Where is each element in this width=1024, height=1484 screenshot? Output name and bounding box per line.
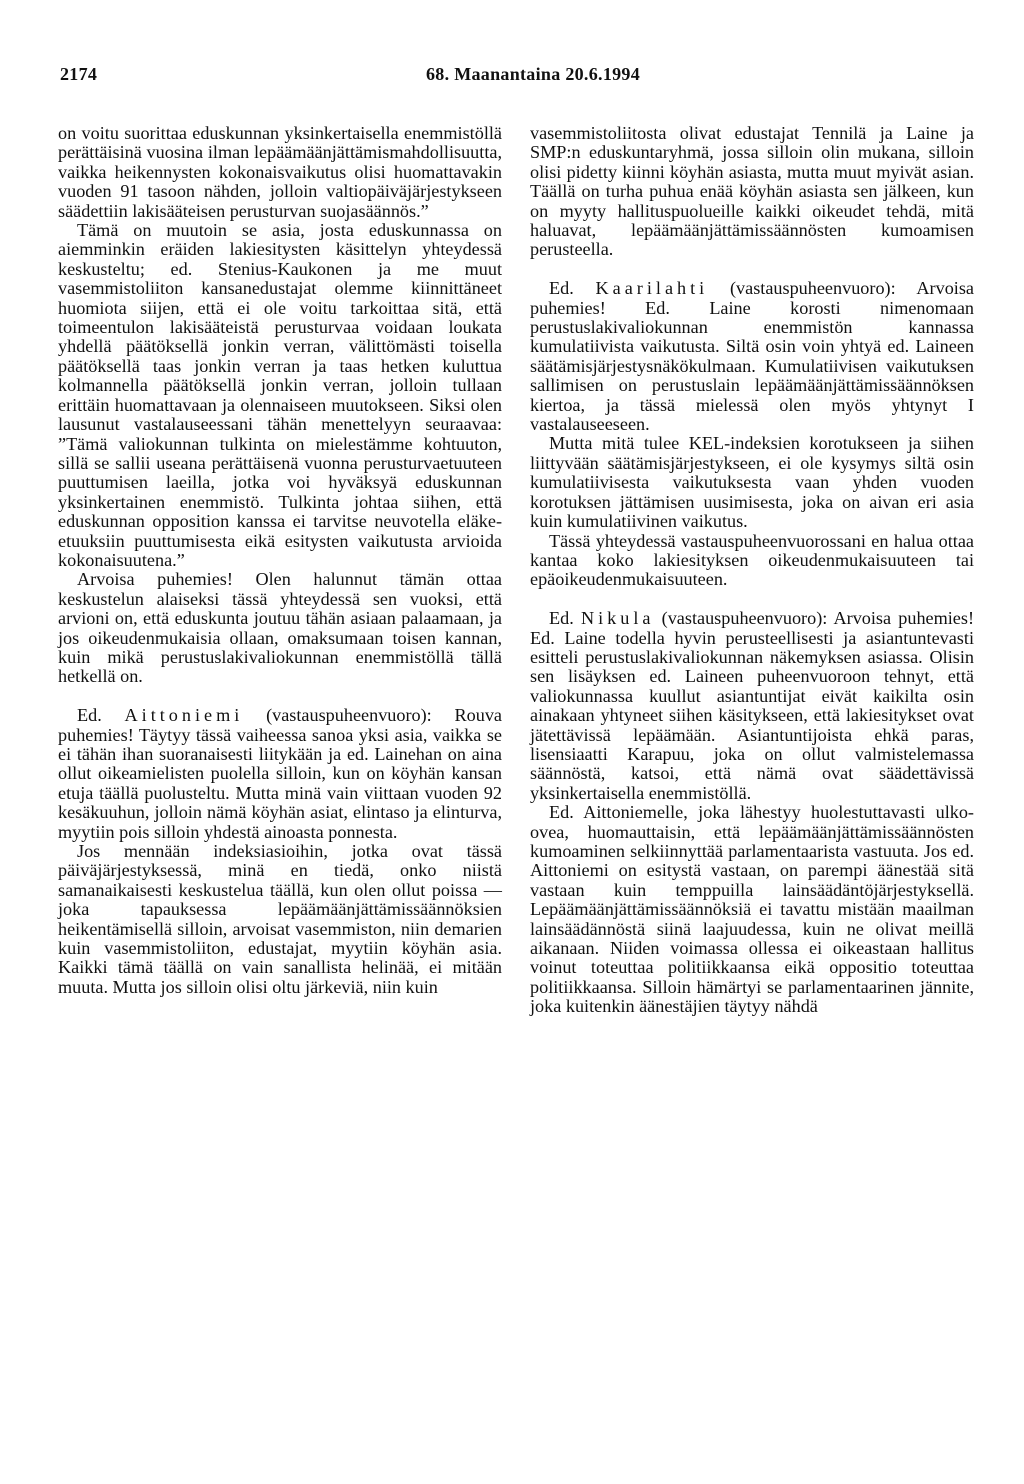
speech-kaarilahti <box>530 279 974 434</box>
paragraph: on voitu suorittaa eduskunnan yksinkertaisella enemmistöllä perättäisinä vuosina ilman lepäämäänjättämismahdollisuutta, vaikka heikennysten kokonaisvaikutus olisi huomattavakin vuoden 91 tasoon nähden, jolloin valtiopäiväjärjestykseen säädettiin lakisääteisen perusturvan suojasäännös.” <box>58 123 502 221</box>
speaker-name: Nikula <box>580 608 655 629</box>
session-title: 68. Maanantaina 20.6.1994 <box>426 64 641 84</box>
speaker-prefix: Ed. <box>77 705 102 726</box>
paragraph: Tässä yhteydessä vastauspuheenvuorossani en halua ottaa kantaa koko lakiesityksen oikeudenmukaisuuteen tai epäoikeudenmukaisuuteen. <box>530 530 974 590</box>
speaker-name: Kaarilahti <box>595 278 709 299</box>
page-header <box>60 64 964 88</box>
paragraph: Arvoisa puhemies! Olen halunnut tämän ottaa keskustelun alaiseksi tässä yhteydessä sen vuoksi, että arvioni on, että eduskunta joutuu tähän asiaan palaamaan, ja jos oikeudenmukaisia ollaan, omaksumaan toisen kannan, kuin mikä perustuslakivaliokunnan enemmistöllä tällä hetkellä on. <box>58 569 502 687</box>
paragraph: Tämä on muutoin se asia, josta eduskunnassa on aiemminkin eräiden lakiesitysten käsittelyn yhteydessä keskusteltu; ed. Stenius-Kaukonen ja me muut vasemmistoliiton kansanedustajat olemme kiinnittäneet huomiota siijen, että ei ole voitu tarkoittaa sitä, että toimeentulon lakisääteistä perusturvaa voidaan loukata yhdellä päätöksellä jonkin verran, välittömästi toisella päätöksellä taas jonkin verran ja taas hetken kuluttua kolmannella päätöksellä jonkin verran, jolloin tullaan erittäin huomattavaan ja olennaiseen muutokseen. Siksi olen lausunut vastalauseessani tähän menettelyyn seuraavaa: ”Tämä valiokunnan tulkinta on mielestämme kohtuuton, sillä se sallii useana perättäisenä vuonna perusturvaetuuteen puuttumisen laeilla, jotka voi hyväksyä eduskunnan yksinkertainen enemmistö. Tulkinta johtaa siihen, että eduskunnan opposition kanssa ei tarvitse neuvotella eläke-etuuksiin puuttumisesta eikä esitysten vaikutusta arvioida kokonaisuutena.” <box>58 220 502 570</box>
paragraph: vasemmistoliitosta olivat edustajat Tennilä ja Laine ja SMP:n eduskuntaryhmä, jossa silloin olin mukana, silloin olisi pidetty kiinni köyhän asiasta, mutta muut myivät asian. Täällä on turha puhua enää köyhän asiasta sen jälkeen, kun on myyty hallituspuolueille kaikki oikeudet tehdä, mitä haluavat, lepäämäänjättämissäännösten kumoamisen perusteella. <box>530 123 974 260</box>
left-column <box>58 124 502 997</box>
speech-text: Arvoisa puhemies! Ed. Laine korosti nimenomaan perustuslakivaliokunnan enemmistön kannassa kumulatiivista vaikutusta. Siltä osin voin yhtyä ed. Laineen säätämisjärjestysnäkökulmaan. Kumulatiivisen vaikutuksen sallimisen on perustuslain lepäämäänjättämissäännöksen kiertoa, ja tässä mielessä olen myös yhtynyt I vastalauseeseen. <box>530 278 974 435</box>
paragraph: Jos mennään indeksiasioihin, jotka ovat tässä päiväjärjestyksessä, minä en tiedä, onko niistä samanaikaisesti keskustelua täällä, kun olen ollut poissa — joka tapauksessa lepäämäänjättämissäännöksien heikentämisellä silloin, arvoisat vasemmiston, niin demarien kuin vasemmistoliiton, edustajat, myytiin köyhän asia. Kaikki tämä täällä on vain sanallista helinää, ei mitään muuta. Mutta jos silloin olisi oltu järkeviä, niin kuin <box>58 841 502 997</box>
speaker-name: Aittoniemi <box>124 705 244 726</box>
speech-text: Arvoisa puhemies! Ed. Laine todella hyvin perusteellisesti ja asiantuntevasti esitteli perustuslakivaliokunnan näkemyksen asiassa. Olisin sen lisäyksen ed. Laineen puheenvuoroon tehnyt, että valiokunnassa kuullut asiantuntijat eivät kaikilta osin ainakaan yhtyneet siihen käsitykseen, että lakiesitykset ovat jätettävissä lepäämään. Asiantuntijoista ehkä paras, lisensiaatti Karapuu, joka on ollut valmistelemassa säännöstä, katsoi, että nämä ovat säädettävissä yksinkertaisella enemmistöllä. <box>530 608 975 803</box>
speech-role: (vastauspuheenvuoro): <box>729 278 896 299</box>
speech-role: (vastauspuheenvuoro): <box>661 608 828 629</box>
speech-role: (vastauspuheenvuoro): <box>266 705 432 726</box>
speech-aittoniemi <box>58 706 502 842</box>
paragraph: Ed. Aittoniemelle, joka lähestyy huolestuttavasti ulko-ovea, huomauttaisin, että lepäämäänjättämissäännösten kumoaminen selkiinnyttää parlamentaarista vastuuta. Jos ed. Aittoniemi on esitystä vastaan, on parempi äänestää sitä vastaan kuin temppuilla lainsäädäntöjärjestyksellä. Lepäämäänjättämissäännöksiä ei tavattu mistään maailman lainsäädännöstä siinä laajuudessa, kuin ne olivat meillä aikanaan. Niiden voimassa ollessa ei oikeastaan hallitus voinut toteuttaa politiikkaansa eikä oppositio toteuttaa politiikkaansa. Silloin hämärtyi se parlamentaarinen jännite, joka kuitenkin äänestäjien täytyy nähdä <box>530 802 974 1017</box>
speech-nikula <box>530 609 974 803</box>
page-number: 2174 <box>60 64 98 84</box>
speech-text: Rouva puhemies! Täytyy tässä vaiheessa sanoa yksi asia, vaikka se ei tähän ihan suoranaisesti liitykään ja ed. Lainehan on aina ollut oikeamielisten puolella silloin, kun on köyhän kansan etuja täällä puolusteltu. Mutta minä vain viittaan vuoden 92 kesäkuuhun, jolloin nämä köyhän asiat, elintaso ja elinturva, myytiin pois silloin yhdestä ainoasta ponnesta. <box>58 705 502 842</box>
paragraph: Mutta mitä tulee KEL-indeksien korotukseen ja siihen liittyvään säätämisjärjestykseen, ei ole kysymys siltä osin kumulatiivisesta vaikutuksesta vaan yhden vuoden korotuksen jättämisen uusimisesta, joka on aivan eri asia kuin kumulatiivinen vaikutus. <box>530 433 974 532</box>
speaker-prefix: Ed. <box>549 608 574 629</box>
right-column <box>530 124 974 1017</box>
speaker-prefix: Ed. <box>549 278 574 299</box>
